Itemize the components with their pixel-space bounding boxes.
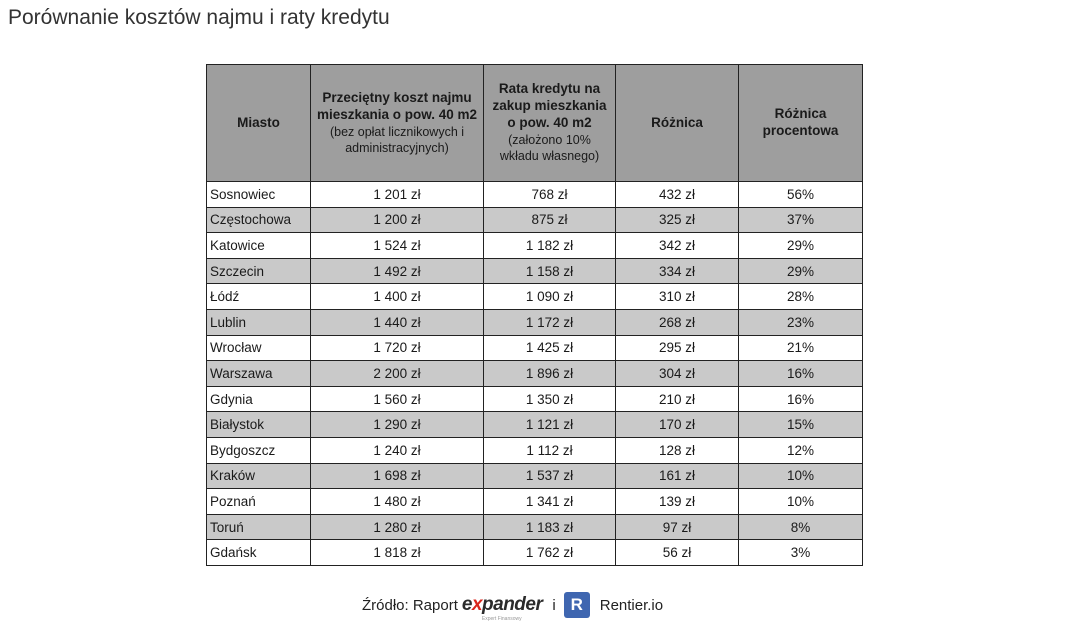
cell-difference: 304 zł: [616, 361, 739, 387]
cell-city: Łódź: [207, 284, 311, 310]
cell-rent-cost: 1 524 zł: [311, 233, 484, 259]
cell-loan-installment: 1 896 zł: [484, 361, 616, 387]
cell-city: Toruń: [207, 514, 311, 540]
cost-comparison-table: [206, 64, 863, 566]
comparison-table-container: [206, 64, 862, 566]
cell-city: Gdynia: [207, 386, 311, 412]
cell-rent-cost: 1 280 zł: [311, 514, 484, 540]
cell-percent-difference: 15%: [739, 412, 863, 438]
cell-city: Poznań: [207, 489, 311, 515]
cell-percent-difference: 10%: [739, 463, 863, 489]
cell-percent-difference: 8%: [739, 514, 863, 540]
header-city: Miasto: [207, 65, 311, 182]
cell-loan-installment: 1 762 zł: [484, 540, 616, 566]
header-loan-installment-note: (założono 10% wkładu własnego): [499, 133, 600, 164]
cell-loan-installment: 768 zł: [484, 182, 616, 208]
cell-difference: 334 zł: [616, 258, 739, 284]
source-label: Źródło: Raport: [362, 596, 458, 614]
cell-loan-installment: 1 425 zł: [484, 335, 616, 361]
cell-percent-difference: 21%: [739, 335, 863, 361]
cell-city: Wrocław: [207, 335, 311, 361]
cell-city: Gdańsk: [207, 540, 311, 566]
cell-percent-difference: 29%: [739, 258, 863, 284]
header-rent-cost-note: (bez opłat licznikowych i administracyjnych): [329, 124, 465, 155]
cell-rent-cost: 1 720 zł: [311, 335, 484, 361]
cell-city: Częstochowa: [207, 207, 311, 233]
cell-percent-difference: 28%: [739, 284, 863, 310]
cell-loan-installment: 1 341 zł: [484, 489, 616, 515]
table-row: [207, 361, 863, 387]
cell-loan-installment: 1 172 zł: [484, 309, 616, 335]
table-row: [207, 540, 863, 566]
cell-percent-difference: 10%: [739, 489, 863, 515]
table-row: [207, 309, 863, 335]
table-header-row: [207, 65, 863, 182]
cell-loan-installment: 1 158 zł: [484, 258, 616, 284]
cell-difference: 310 zł: [616, 284, 739, 310]
cell-percent-difference: 16%: [739, 386, 863, 412]
cell-loan-installment: 875 zł: [484, 207, 616, 233]
table-row: [207, 412, 863, 438]
cell-rent-cost: 1 480 zł: [311, 489, 484, 515]
cell-rent-cost: 1 290 zł: [311, 412, 484, 438]
cell-loan-installment: 1 350 zł: [484, 386, 616, 412]
header-difference: Różnica: [616, 65, 739, 182]
cell-difference: 295 zł: [616, 335, 739, 361]
cell-difference: 128 zł: [616, 437, 739, 463]
cell-loan-installment: 1 537 zł: [484, 463, 616, 489]
cell-loan-installment: 1 112 zł: [484, 437, 616, 463]
header-loan-installment: [484, 65, 616, 182]
cell-loan-installment: 1 090 zł: [484, 284, 616, 310]
header-percent-difference: Różnica procentowa: [739, 65, 863, 182]
table-row: [207, 489, 863, 515]
cell-city: Warszawa: [207, 361, 311, 387]
source-attribution: [362, 590, 663, 620]
rentier-name: Rentier.io: [599, 596, 664, 614]
cell-loan-installment: 1 183 zł: [484, 514, 616, 540]
cell-difference: 56 zł: [616, 540, 739, 566]
table-row: [207, 207, 863, 233]
cell-percent-difference: 56%: [739, 182, 863, 208]
table-row: [207, 437, 863, 463]
expander-logo: expander Expert Finansowy: [461, 594, 543, 622]
cell-rent-cost: 1 201 zł: [311, 182, 484, 208]
table-row: [207, 386, 863, 412]
cell-rent-cost: 1 560 zł: [311, 386, 484, 412]
cell-city: Kraków: [207, 463, 311, 489]
cell-rent-cost: 1 818 zł: [311, 540, 484, 566]
cell-difference: 210 zł: [616, 386, 739, 412]
cell-rent-cost: 1 240 zł: [311, 437, 484, 463]
cell-city: Sosnowiec: [207, 182, 311, 208]
cell-rent-cost: 1 440 zł: [311, 309, 484, 335]
header-rent-cost: [311, 65, 484, 182]
cell-percent-difference: 29%: [739, 233, 863, 259]
table-row: [207, 258, 863, 284]
page-title: Porównanie kosztów najmu i raty kredytu: [8, 6, 390, 29]
cell-difference: 170 zł: [616, 412, 739, 438]
table-row: [207, 182, 863, 208]
cell-difference: 97 zł: [616, 514, 739, 540]
cell-difference: 342 zł: [616, 233, 739, 259]
table-row: [207, 284, 863, 310]
cell-loan-installment: 1 182 zł: [484, 233, 616, 259]
cell-city: Białystok: [207, 412, 311, 438]
cell-rent-cost: 1 400 zł: [311, 284, 484, 310]
table-row: [207, 514, 863, 540]
table-row: [207, 463, 863, 489]
cell-percent-difference: 37%: [739, 207, 863, 233]
cell-city: Bydgoszcz: [207, 437, 311, 463]
cell-percent-difference: 12%: [739, 437, 863, 463]
cell-difference: 432 zł: [616, 182, 739, 208]
cell-rent-cost: 1 200 zł: [311, 207, 484, 233]
cell-loan-installment: 1 121 zł: [484, 412, 616, 438]
cell-difference: 139 zł: [616, 489, 739, 515]
cell-percent-difference: 16%: [739, 361, 863, 387]
cell-city: Szczecin: [207, 258, 311, 284]
rentier-logo-icon: R: [564, 592, 590, 618]
header-rent-cost-main: Przeciętny koszt najmu mieszkania o pow. 40 m2: [316, 89, 478, 122]
cell-difference: 268 zł: [616, 309, 739, 335]
cell-difference: 161 zł: [616, 463, 739, 489]
cell-percent-difference: 3%: [739, 540, 863, 566]
cell-rent-cost: 1 698 zł: [311, 463, 484, 489]
cell-city: Katowice: [207, 233, 311, 259]
table-row: [207, 233, 863, 259]
cell-city: Lublin: [207, 309, 311, 335]
source-conjunction: i: [552, 596, 556, 614]
cell-difference: 325 zł: [616, 207, 739, 233]
cell-percent-difference: 23%: [739, 309, 863, 335]
table-body: [207, 182, 863, 566]
header-loan-installment-main: Rata kredytu na zakup mieszkania o pow. 40 m2: [492, 81, 607, 131]
table-row: [207, 335, 863, 361]
cell-rent-cost: 1 492 zł: [311, 258, 484, 284]
cell-rent-cost: 2 200 zł: [311, 361, 484, 387]
